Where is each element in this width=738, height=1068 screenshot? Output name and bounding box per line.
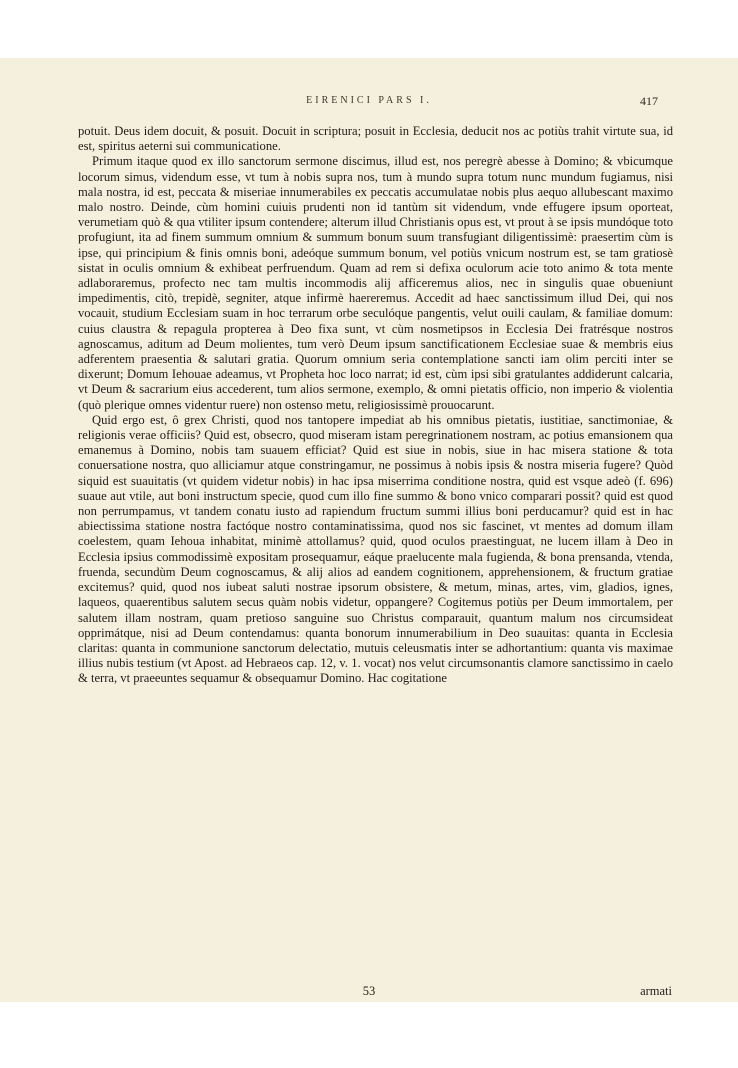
paragraph: Quid ergo est, ô grex Christi, quod nos tantopere impediat ab his omnibus pietatis, iustitiae, sanctimoniae, & religionis verae officiis? Quid est, obsecro, quod miseram istam peregrinationem nostram, ac potius emansionem qua emanemus à Domino, nobis tam suauem efficiat? Quid est siue in nobis, siue in hac misera statione & tota conuersatione nostra, quo alliciamur atque constringamur, ne possimus à nobis ipsis & nostra miseria fugere? Quòd siquid est suauitatis (vt quidem videtur nobis) in hac ipsa miserrima conditione nostra, quid est vsque adeò (f. 696) suaue aut vtile, aut boni instructum specie, quod cum illo fine summo & bono vnico comparari possit? quid est quod non perrumpamus, vt tandem conatu iusto ad rapiendum fructum summi illius boni perducamur? quid est in hac abiectissima statione nostra factóque nostro contaminatissima, quod nos sic fascinet, vt mentes ad domum illam coelestem, quam Iehoua inhabitat, minimè attollamus? quid, quod oculos praestinguat, ne lucem illam à Deo in Ecclesia ipsius commodissimè expositam prosequamur, eáque praelucente mala fugienda, & bona prensanda, vtenda, fruenda, secundùm Deum cognoscamus, & alij alios ad eandem cognitionem, apprehensionem, & fructum gratiae excitemus? quid, quod nos iubeat saluti nostrae ipsorum obsistere, & metum, minas, artes, vim, gladios, ignes, laqueos, quaerentibus salutem secus quàm nobis videtur, oppangere? Cogitemus potiùs per Deum immortalem, per salutem illam nostram, quam pretioso sanguine suo Christus comparauit, quantum malum nos circumsideat opprimátque, nisi ad Deum contendamus: quanta bonorum innumerabilium in Deo suauitas: quanta in Ecclesia claritas: quanta in communione sanctorum delectatio, mutuis celeusmatis inter se adhortantium: quanta vis maximae illius nubis testium (vt Apost. ad Hebraeos cap. 12, v. 1. vocat) nos velut circumsonantis clamore sanctissimo in caelo & terra, vt praeeuntes sequamur & obsequamur Domino. Hac cogitatione: [78, 412, 673, 686]
running-title: EIRENICI PARS I.: [306, 95, 432, 106]
catchword: armati: [640, 984, 672, 998]
paragraph: potuit. Deus idem docuit, & posuit. Docuit in scriptura; posuit in Ecclesia, deducit nos ac potiùs trahit virtute sua, id est, spiritus aeterni sui communicatione.: [78, 124, 673, 154]
paragraph: Primum itaque quod ex illo sanctorum sermone discimus, illud est, nos peregrè abesse à Domino; & vbicumque locorum simus, videndum esse, vt tum à nobis supra nos, tum à mundo supra totum nunc mundum fugiamus, nisi mala nostra, id est, peccata & miseriae innumerabiles ex peccatis accumulatae nobis plus aequo allubescant maximo malo nostro. Deinde, cùm homini cuiuis prudenti non id tantùm sit videndum, vnde effugere ipsum oporteat, verumetiam quò & qua vtiliter ipsum contendere; alterum illud Christianis opus est, vt prout à se ipsis mundóque toto profugiunt, ita ad finem summum omnium & summum bonum suum transfugiant diligentissimè: praesertim cùm is ipse, qui principium & finis omnis boni, adeóque summum bonum, vel potiùs vnicum nostrum est, se tam gratiosè sistat in oculis omnium & exhibeat perfruendum. Quam ad rem si defixa oculorum acie toto animo & tota mente adlaboraremus, profecto nec tam multis incommodis alij afficeremus alios, nec in singulis quae obueniunt impedimentis, citò, trepidè, segniter, atque infirmè haereremus. Accedit ad haec sanctissimum illud Dei, qui nos vocauit, studium Ecclesiam suam in hoc terrarum orbe seculóque pangentis, velut ouili caulam, & familiae domum: cuius claustra & repagula propterea à Deo fixa sunt, vt cùm nosmetipsos in Ecclesia Dei fratrésque nostros agnoscamus, aditum ad Deum molientes, tum verò Deum ipsum sanctificationem Ecclesiae suae & membris eius adferentem praesentia & salutari gratia. Quorum omnium seria contemplatione sancti iam olim perciti inter se dixerunt; Domum Iehouae adeamus, vt Propheta hoc loco narrat; id est, cùm ipsi sibi gratulantes addiderunt calcaria, vt Deum & sacrarium eius accederent, tum alios sermone, exemplo, & omni pietatis officio, non imperio & violentia (quò plerique omnes videntur ruere) non ostenso metu, religiosissimè prouocarunt.: [78, 154, 673, 412]
signature-mark: 53: [362, 984, 376, 998]
page-number: 417: [640, 94, 658, 108]
body-text: [78, 124, 673, 687]
signature-line: [0, 984, 738, 1000]
running-head: [0, 95, 738, 111]
